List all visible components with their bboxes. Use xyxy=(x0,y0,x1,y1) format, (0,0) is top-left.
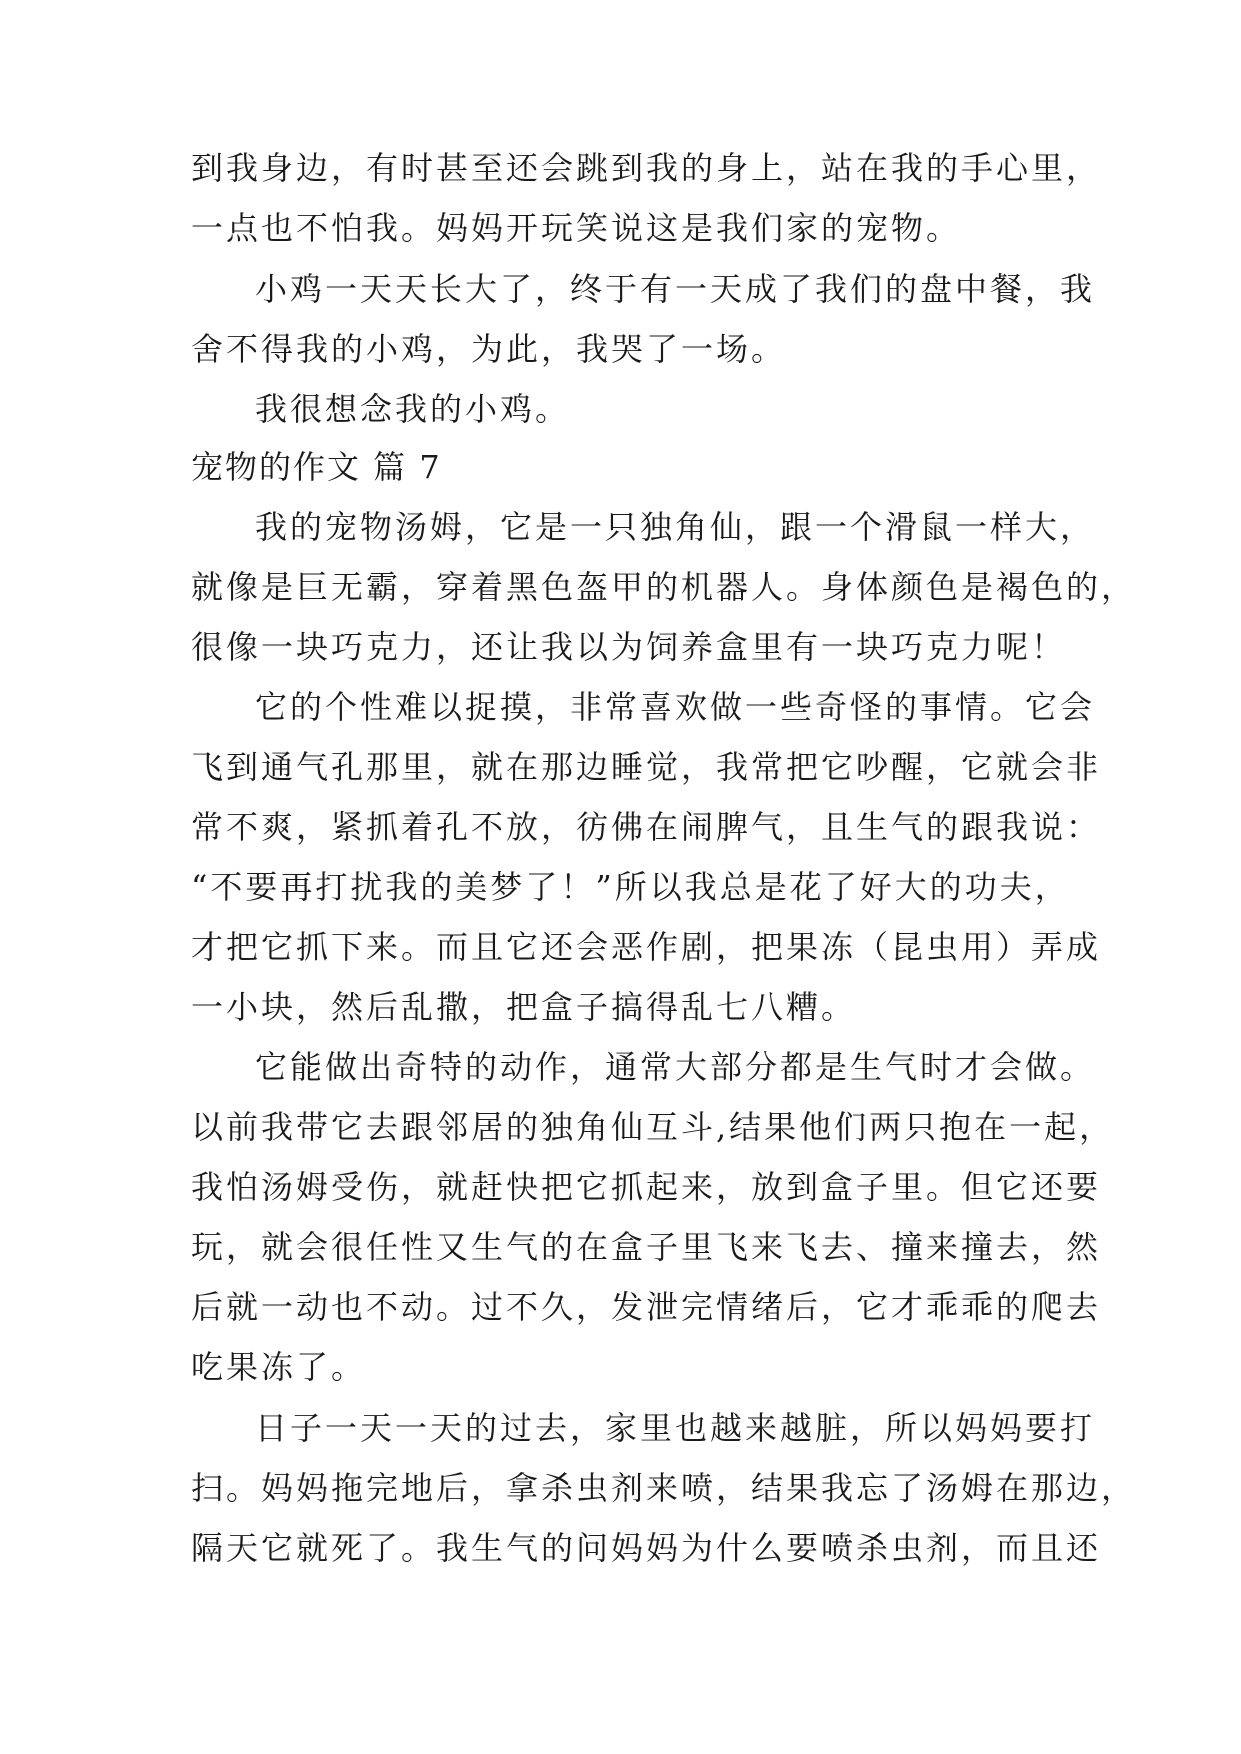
text-line-7: 我的宠物汤姆，它是一只独角仙，跟一个滑鼠一样大， xyxy=(255,508,1096,546)
text-line-3: 小鸡一天天长大了，终于有一天成了我们的盘中餐，我 xyxy=(255,270,1096,308)
text-line-23: 扫。妈妈拖完地后，拿杀虫剂来喷，结果我忘了汤姆在那边， xyxy=(191,1469,1137,1507)
text-line-19: 玩，就会很任性又生气的在盒子里飞来飞去、撞来撞去，然 xyxy=(191,1228,1102,1266)
text-line-21: 吃果冻了。 xyxy=(191,1348,367,1386)
text-line-2: 一点也不怕我。妈妈开玩笑说这是我们家的宠物。 xyxy=(191,209,962,247)
text-line-15: 一小块，然后乱撒，把盒子搞得乱七八糟。 xyxy=(191,988,857,1026)
text-line-20: 后就一动也不动。过不久，发泄完情绪后，它才乖乖的爬去 xyxy=(191,1288,1102,1326)
text-line-9: 很像一块巧克力，还让我以为饲养盒里有一块巧克力呢！ xyxy=(191,628,1067,666)
text-line-1: 到我身边，有时甚至还会跳到我的身上，站在我的手心里， xyxy=(191,149,1102,187)
text-line-12: 常不爽，紧抓着孔不放，彷佛在闹脾气，且生气的跟我说： xyxy=(191,808,1102,846)
text-line-17: 以前我带它去跟邻居的独角仙互斗,结果他们两只抱在一起， xyxy=(191,1108,1115,1146)
text-line-18: 我怕汤姆受伤，就赶快把它抓起来，放到盒子里。但它还要 xyxy=(191,1168,1102,1206)
text-line-24: 隔天它就死了。我生气的问妈妈为什么要喷杀虫剂，而且还 xyxy=(191,1529,1102,1567)
text-line-13: “不要再打扰我的美梦了！”所以我总是花了好大的功夫， xyxy=(191,868,1070,906)
text-line-11: 飞到通气孔那里，就在那边睡觉，我常把它吵醒，它就会非 xyxy=(191,748,1102,786)
text-line-14: 才把它抓下来。而且它还会恶作剧，把果冻（昆虫用）弄成 xyxy=(191,928,1102,966)
text-line-4: 舍不得我的小鸡，为此，我哭了一场。 xyxy=(191,330,787,368)
text-line-22: 日子一天一天的过去，家里也越来越脏，所以妈妈要打 xyxy=(255,1409,1096,1447)
text-line-5: 我很想念我的小鸡。 xyxy=(255,390,571,428)
text-line-10: 它的个性难以捉摸，非常喜欢做一些奇怪的事情。它会 xyxy=(255,688,1096,726)
text-line-16: 它能做出奇特的动作，通常大部分都是生气时才会做。 xyxy=(255,1048,1096,1086)
text-line-8: 就像是巨无霸，穿着黑色盔甲的机器人。身体颜色是褐色的， xyxy=(191,568,1137,606)
section-heading: 宠物的作文 篇 7 xyxy=(191,448,442,486)
